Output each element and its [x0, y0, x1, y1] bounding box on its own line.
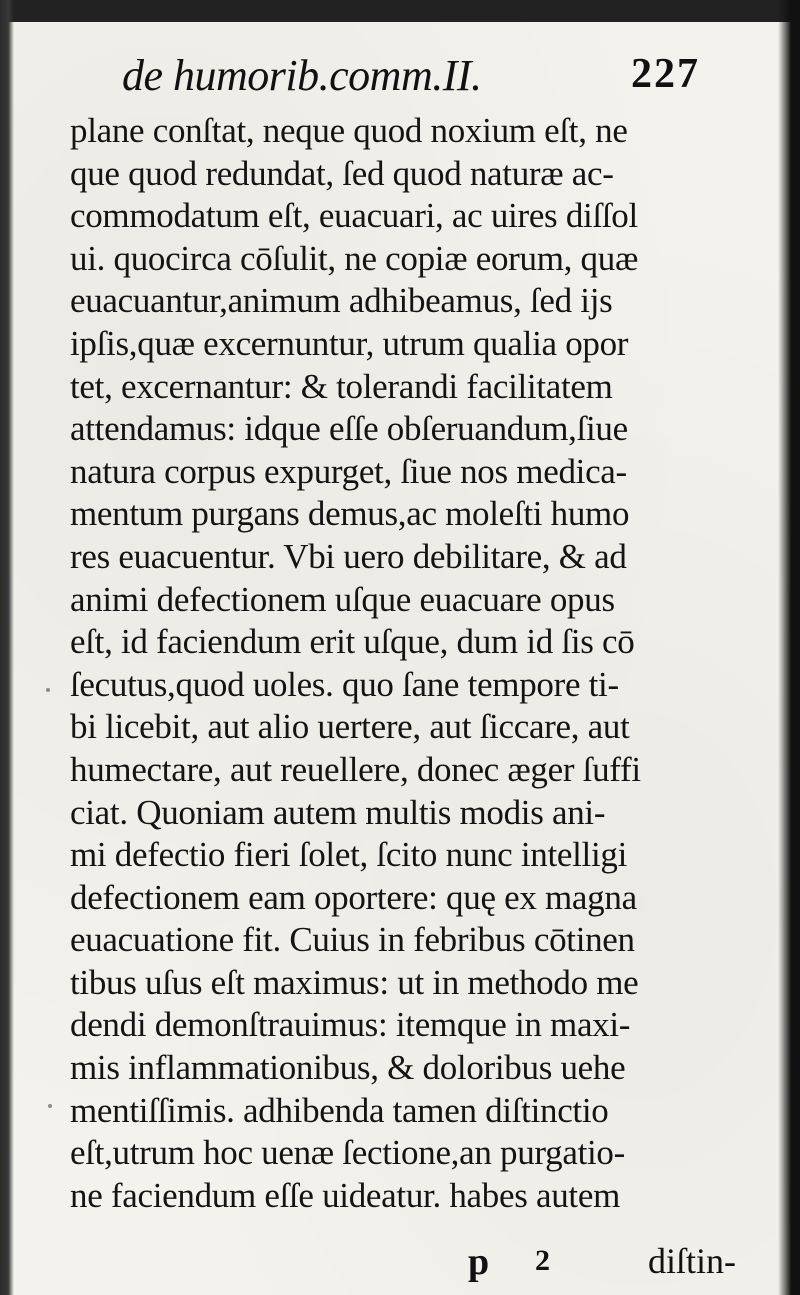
ink-speck — [48, 1104, 52, 1108]
text-line: mis inflammationibus, & doloribus uehe — [70, 1048, 626, 1088]
text-line: euacuantur,animum adhibeamus, ſed ijs — [70, 281, 613, 321]
text-line: mentum purgans demus,ac moleſti humo — [70, 494, 630, 534]
page-number: 227 — [631, 51, 700, 97]
text-line: ui. quocirca cōſulit, ne copiæ eorum, quæ — [70, 238, 638, 278]
text-line: que quod redundat, ſed quod naturæ ac- — [70, 153, 614, 193]
text-line: bi licebit, aut alio uertere, aut ſiccare, aut — [70, 707, 630, 747]
scan-edge-top — [0, 0, 800, 22]
text-line: mentiſſimis. adhibenda tamen diſtinctio — [70, 1090, 609, 1130]
ink-speck — [46, 688, 50, 692]
text-line: ciat. Quoniam autem multis modis ani- — [70, 792, 606, 832]
text-line: tet, excernantur: & tolerandi facilitatem — [70, 366, 613, 406]
text-line: res euacuentur. Vbi uero debilitare, & ad — [70, 536, 627, 576]
text-line: dendi demonſtrauimus: itemque in maxi- — [70, 1005, 631, 1045]
text-line: commodatum eſt, euacuari, ac uires diſſol — [70, 196, 638, 236]
text-line: ne faciendum eſſe uideatur. habes autem — [70, 1175, 621, 1215]
page-footer — [460, 1240, 760, 1290]
text-line: humectare, aut reuellere, donec æger ſuffi — [70, 749, 641, 789]
text-line: ſecutus,quod uoles. quo ſane tempore ti- — [70, 664, 619, 704]
text-line: ipſis,quæ excernuntur, utrum qualia opor — [70, 323, 629, 363]
signature-number: 2 — [535, 1244, 550, 1277]
text-line: eſt, id faciendum erit uſque, dum id ſis cō — [70, 622, 635, 662]
text-line: natura corpus expurget, ſiue nos medica- — [70, 451, 627, 491]
text-line: euacuatione fit. Cuius in febribus cōtinen — [70, 920, 635, 960]
text-line: plane conſtat, neque quod noxium eſt, ne — [70, 111, 628, 150]
page-header — [122, 50, 712, 110]
text-line: eſt,utrum hoc uenæ ſectione,an purgatio- — [70, 1133, 625, 1173]
text-line: mi defectio fieri ſolet, ſcito nunc intelligi — [70, 835, 628, 875]
scan-edge-right — [778, 0, 800, 1295]
running-head: de humorib.comm.II. — [122, 51, 482, 100]
text-line: tibus uſus eſt maximus: ut in methodo me — [70, 962, 639, 1002]
text-line: attendamus: idque eſſe obſeruandum,ſiue — [70, 409, 628, 449]
text-line: defectionem eam oportere: quę ex magna — [70, 877, 637, 917]
signature-mark: p — [468, 1241, 490, 1283]
body-text — [70, 110, 750, 1217]
text-line: animi defectionem uſque euacuare opus — [70, 579, 615, 619]
scan-edge-left — [0, 0, 14, 1295]
catchword: diſtin- — [648, 1241, 736, 1281]
